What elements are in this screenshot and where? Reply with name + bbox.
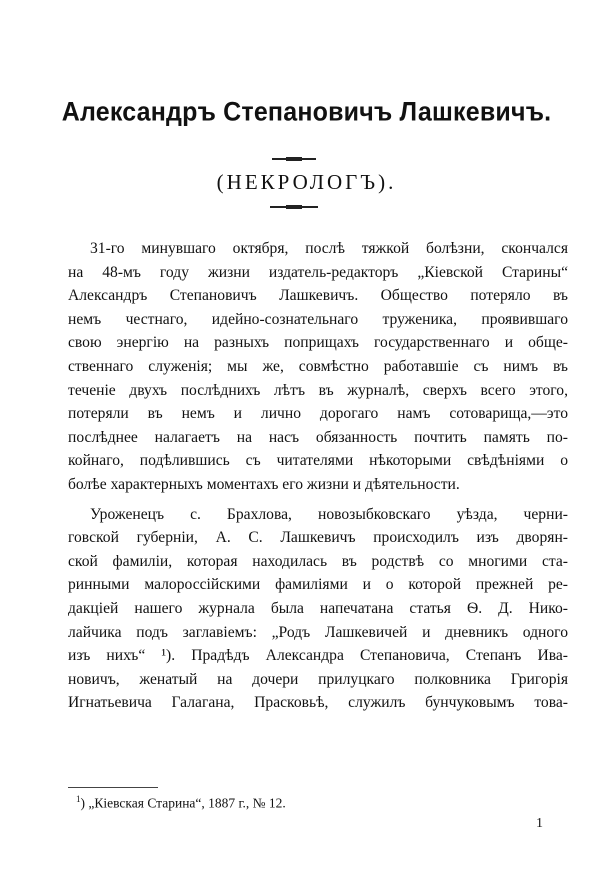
text-line: койнаго, подѣлившись съ читателями нѣкоторыми свѣдѣніями о: [68, 452, 568, 470]
page-title: Александръ Степановичъ Лашкевичъ.: [61, 96, 552, 128]
text-line: на 48-мъ году жизни издатель-редакторъ „Кіевской Старины“: [68, 263, 568, 281]
text-line: лайчика подъ заглавіемъ: „Родъ Лашкевичей и дневникъ одного: [68, 623, 568, 641]
text-line: теченіе двухъ послѣднихъ лѣтъ въ журналѣ, сверхъ всего этого,: [68, 381, 568, 399]
footnote: $^1$) „Кіевская Старина“, 1887 г., № 12.: [76, 794, 286, 811]
footnote-text: „Кіевская Старина“, 1887 г., № 12.: [88, 795, 286, 811]
text-line: послѣднее налагаетъ на насъ обязанность почтить память по-: [68, 428, 568, 446]
text-line: ской фамиліи, которая находилась въ родствѣ со многими ста-: [68, 552, 568, 570]
body-text: [68, 237, 568, 715]
text-line: ственнаго служенія; мы же, совмѣстно работавшіе съ нимъ въ: [68, 357, 568, 375]
footnote-rule: [68, 787, 158, 788]
text-line: ринными малороссійскими фамиліями и о которой прежней ре-: [68, 576, 568, 594]
text-line: потеряли въ немъ и лично дорогаго намъ сотоварища,—это: [68, 405, 568, 423]
paragraph: [68, 503, 568, 715]
text-line: 31-го минувшаго октября, послѣ тяжкой болѣзни, скончался: [90, 240, 568, 257]
paragraph: [68, 237, 568, 497]
text-line: говской губерніи, А. С. Лашкевичъ происходилъ изъ дворян-: [68, 529, 568, 547]
text-line: изъ нихъ“ ¹). Прадѣдъ Александра Степановича, Степанъ Ива-: [68, 647, 568, 665]
text-line: дакціей нашего журнала была напечатана статья Ѳ. Д. Нико-: [68, 599, 568, 617]
text-line: Александръ Степановичъ Лашкевичъ. Общество потеряло въ: [68, 287, 568, 305]
text-line: Уроженецъ с. Брахлова, новозыбковскаго уѣзда, черни-: [90, 505, 568, 523]
ornament-bottom: [270, 205, 318, 209]
text-line: Игнатьевича Галагана, Прасковьѣ, служилъ бунчуковымъ това-: [68, 694, 568, 712]
text-line: болѣе характерныхъ моментахъ его жизни и дѣятельности.: [68, 475, 460, 493]
page-subtitle: (НЕКРОЛОГЪ).: [216, 170, 397, 194]
page-number: 1: [536, 816, 543, 831]
text-line: свою энергію на разныхъ поприщахъ государственнаго и обще-: [68, 334, 568, 352]
ornament-top: [272, 157, 316, 161]
text-line: новичъ, женатый на дочери прилуцкаго полковника Григорія: [68, 670, 568, 688]
text-line: немъ честнаго, идейно-сознательнаго труженика, проявившаго: [68, 310, 568, 328]
footnote-marker: 1: [76, 794, 81, 804]
